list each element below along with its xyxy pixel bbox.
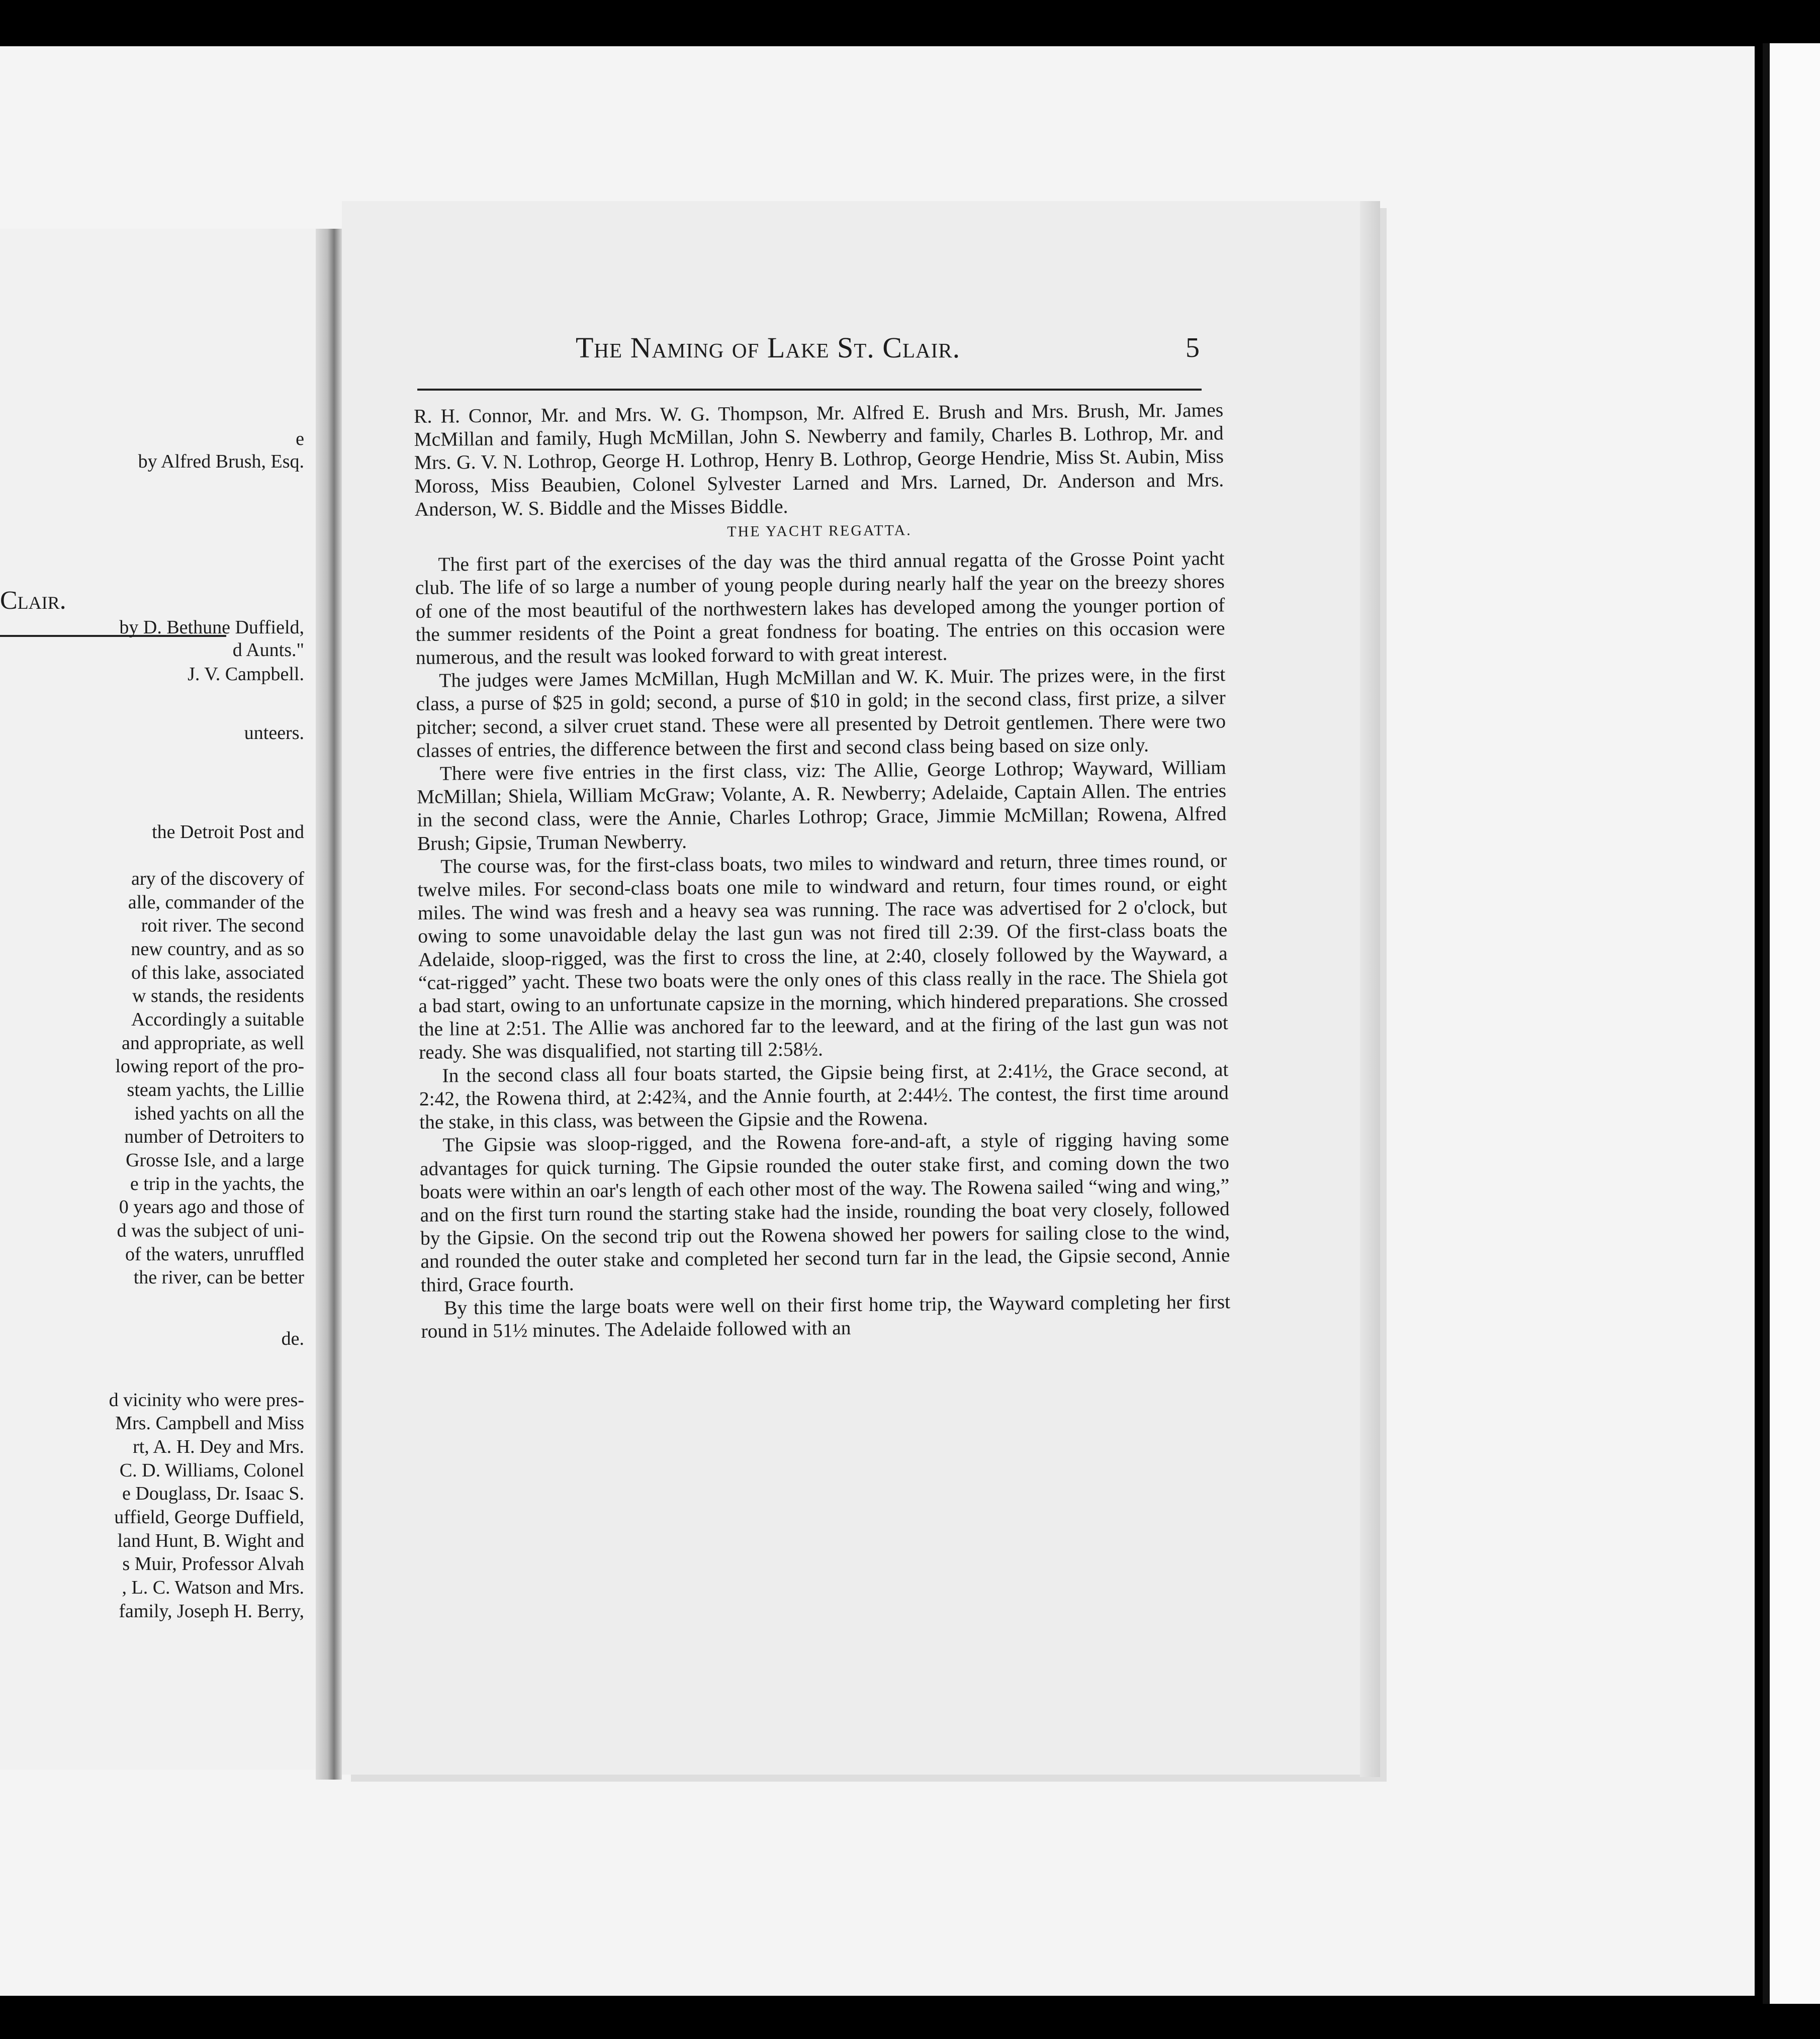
book-gutter — [316, 229, 342, 1780]
left-page-line: d Aunts." — [232, 639, 304, 661]
left-page-line: by D. Bethune Duffield, — [119, 617, 304, 638]
section-title: THE YACHT REGATTA. — [727, 522, 912, 540]
left-page-running-head: Clair. — [0, 586, 66, 615]
left-page-line: ary of the discovery of — [131, 868, 304, 889]
left-page-line: alle, commander of the — [128, 892, 304, 913]
left-page-line: Mrs. Campbell and Miss — [115, 1413, 304, 1434]
left-page-line: the Detroit Post and — [152, 821, 304, 843]
paragraph: The course was, for the first-class boats, two miles to windward and return, three times round, or twelve miles. For second-class boats one mile to windward and return, four times round, or eight miles. The wind was fresh and a heavy sea was running. The race was advertised for 2 o'clock, but owing to some unavoidable delay the last gun was not fired till 2:39. Of the first-class boats the Adelaide, sloop-rigged, was the first to cross the line, at 2:40, closely followed by the Wayward, a “cat-rigged” yacht. These two boats were the only ones of this class really in the race. The Shiela got a bad start, owing to an unfortunate capsize in the morning, which hindered preparations. She crossed the line at 2:51. The Allie was anchored far to the leeward, and at the firing of the last gun was not ready. She was disqualified, not starting till 2:58½. — [417, 849, 1228, 1064]
left-page-line: rt, A. H. Dey and Mrs. — [133, 1436, 304, 1457]
left-page — [0, 229, 334, 1770]
left-page-line: of the waters, unruffled — [125, 1244, 304, 1265]
paragraph: In the second class all four boats started, the Gipsie being first, at 2:41½, the Grace second, at 2:42, the Rowena third, at 2:42¾, and the Annie fourth, at 2:44½. The contest, the first time around the stake, in this class, was between the Gipsie and the Rowena. — [419, 1058, 1229, 1134]
left-page-line: d vicinity who were pres- — [109, 1389, 304, 1411]
left-page-line: number of Detroiters to — [124, 1126, 304, 1147]
left-page-line: unteers. — [244, 722, 304, 744]
left-page-line: s Muir, Professor Alvah — [122, 1553, 304, 1574]
left-page-line: 0 years ago and those of — [119, 1196, 304, 1218]
left-page-line: de. — [281, 1328, 304, 1349]
left-page-line: Grosse Isle, and a large — [126, 1150, 304, 1171]
left-page-line: e trip in the yachts, the — [130, 1173, 304, 1194]
page-edge — [1360, 201, 1380, 1777]
paragraph: The first part of the exercises of the day was the third annual regatta of the Grosse Point yacht club. The life of so large a number of young people during nearly half the year on the breezy shores of one of the most beautiful of the northwestern lakes has developed among the younger portion of the summer residents of the Point a great fondness for boating. The entries on this occasion were numerous, and the result was looked forward to with great interest. — [415, 547, 1225, 669]
adjacent-page-strip — [1770, 43, 1820, 2004]
left-page-line: e Douglass, Dr. Isaac S. — [122, 1483, 304, 1504]
left-page-line: ished yachts on all the — [134, 1103, 304, 1124]
left-page-line: and appropriate, as well — [122, 1033, 304, 1054]
left-page-line: steam yachts, the Lillie — [127, 1079, 304, 1100]
left-page-line: d was the subject of uni- — [117, 1220, 304, 1241]
left-page-line: Accordingly a suitable — [131, 1009, 304, 1030]
paragraph: By this time the large boats were well on their first home trip, the Wayward completing her first round in 51½ minutes. The Adelaide followed with an — [421, 1290, 1231, 1342]
scan-border — [1763, 43, 1770, 2004]
intro-paragraph: R. H. Connor, Mr. and Mrs. W. G. Thompson, Mr. Alfred E. Brush and Mrs. Brush, Mr. James McMillan and family, Hugh McMillan, John S. Newberry and family, Charles B. Lothrop, Mr. and Mrs. G. V. N. Lothrop, George H. Lothrop, Henry B. Lothrop, George Hendrie, Miss St. Aubin, Miss Moross, Miss Beaubien, Colonel Sylvester Larned and Mrs. Larned, Dr. Anderson and Mrs. Anderson, W. S. Biddle and the Misses Biddle. — [414, 399, 1224, 520]
left-page-line: the river, can be better — [133, 1267, 304, 1288]
left-page-line: of this lake, associated — [131, 962, 304, 983]
left-page-line: lowing report of the pro- — [115, 1056, 304, 1077]
page-number: 5 — [1186, 332, 1200, 363]
left-page-line: by Alfred Brush, Esq. — [138, 451, 304, 472]
body-text — [414, 398, 1231, 1343]
left-page-line: , L. C. Watson and Mrs. — [122, 1577, 304, 1598]
left-page-line: w stands, the residents — [132, 985, 304, 1006]
header-rule — [417, 389, 1202, 391]
running-head: The Naming of Lake St. Clair. — [576, 331, 961, 364]
left-page-line: new country, and as so — [131, 939, 304, 960]
left-page-line: e — [296, 428, 304, 449]
left-page-line: land Hunt, B. Wight and — [117, 1530, 304, 1551]
paragraph: There were five entries in the first class, viz: The Allie, George Lothrop; Wayward, William McMillan; Shiela, William McGraw; Volante, A. R. Newberry; Adelaide, Captain Allen. The entries in the second class, were the Annie, Charles Lothrop; Grace, Jimmie McMillan; Rowena, Alfred Brush; Gipsie, Truman Newberry. — [416, 756, 1227, 855]
left-page-line: roit river. The second — [141, 915, 304, 936]
left-page-line: C. D. Williams, Colonel — [119, 1460, 304, 1481]
left-page-line: J. V. Campbell. — [188, 664, 304, 685]
left-page-line: uffield, George Duffield, — [114, 1507, 304, 1528]
paragraph: The judges were James McMillan, Hugh McMillan and W. K. Muir. The prizes were, in the first class, a purse of $25 in gold; second, a purse of $10 in gold; in the second class, first prize, a silver pitcher; second, a silver cruet stand. These were all presented by Detroit gentlemen. There were two classes of entries, the difference between the first and second class being based on size only. — [416, 663, 1226, 762]
paragraph: The Gipsie was sloop-rigged, and the Rowena fore-and-aft, a style of rigging having some advantages for quick turning. The Gipsie rounded the outer stake first, and coming down the two boats were within an oar's length of each other most of the way. The Rowena sailed “wing and wing,” and on the first turn round the starting stake had the inside, rounding the boat very closely, followed by the Gipsie. On the second trip out the Rowena showed her powers for sailing close to the wind, and rounded the outer stake and completed her second turn far in the lead, the Gipsie second, Annie third, Grace fourth. — [419, 1128, 1230, 1296]
left-page-line: family, Joseph H. Berry, — [119, 1601, 304, 1622]
